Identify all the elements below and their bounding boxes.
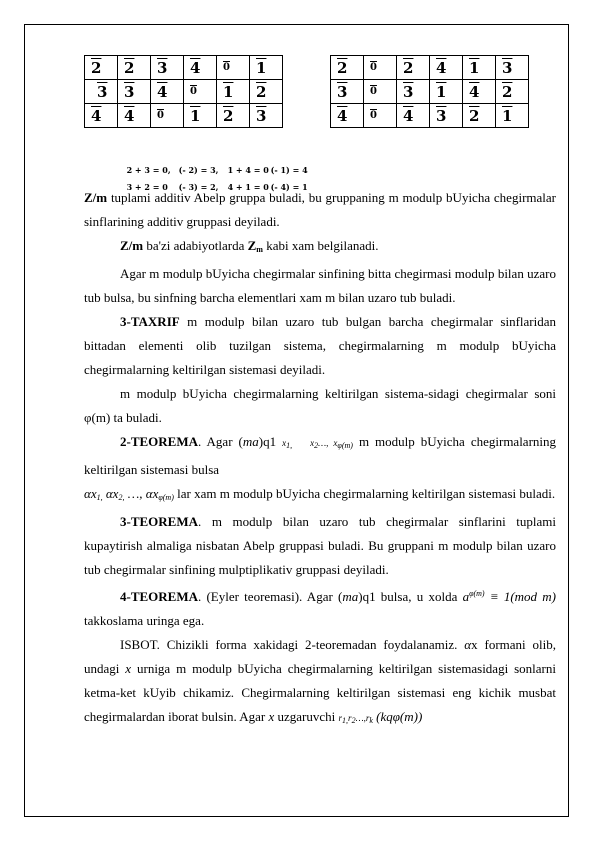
paragraph [84,186,556,234]
table-cell: 4 [430,56,463,80]
subscript: 2 [314,441,319,450]
math: r [348,713,352,723]
paragraph-text: )q1 bulsa, u xolda [358,589,463,604]
paragraph: Agar m modulp bUyicha chegirmalar sinfining bitta chegirmasi modulp bilan uzaro tub bulsa, bu sinfning barcha elementlari xam m bilan uzaro tub buladi. [84,266,556,305]
table-cell: 1 [184,104,217,128]
table-row [85,56,283,80]
table-cell: 2 [250,80,283,104]
table-cell: 1 [217,80,250,104]
equation: 1 + 4 = 0 [227,165,269,175]
math: (kqφ(m)) [372,709,423,724]
table-row [331,104,529,128]
equation: (- 3) = 2, [178,182,219,192]
table-row [331,80,529,104]
table-cell: 4 [118,104,151,128]
subscript: 2, [118,493,125,502]
math: r [338,713,343,723]
subscript: 1, [96,493,103,502]
term: Z/m [120,238,144,253]
table-cell: 2 [85,56,118,80]
table-cell: 2 [496,80,529,104]
table-row [85,104,283,128]
paragraph-text: m modulp bUyicha chegirmalarning keltirilgan sistemasi bulsa [84,434,557,477]
table-row [331,56,529,80]
paragraph [84,310,556,382]
term: Z [247,238,257,253]
theorem-label: 3-TEOREMA [120,514,198,529]
math: …, αx [124,486,159,501]
subscript: k [369,716,373,725]
subscript: 1, [342,716,349,725]
paragraph-text: tuplami additiv Abelp gruppa buladi, bu gruppaning m modulp bUyicha chegirmalar sinflarining additiv gruppasi deyiladi. [84,190,556,229]
table-row [85,80,283,104]
table-cell: 2 [463,104,496,128]
equation: (- 2) = 3, [178,165,219,175]
paragraph-text: urniga m modulp bUyicha chegirmalarning keltirilgan sistemasidagi sonlarni ketma-ket kUyib chikamiz. Chegirmalarning keltirilgan sistemasi eng kichik musbat chegirmalardan iborat bulsin. Agar [84,661,556,724]
math: …, x [318,438,338,448]
equation: (- 1) = 4 [270,165,308,175]
paragraph-text: takkoslama uringa ega. [84,613,205,628]
math: α [464,637,472,652]
table-cell: 3 [250,104,283,128]
table-cell: 1 [496,104,529,128]
paragraph-text: )q1 [258,434,283,449]
math: …,r [355,713,370,723]
math: x [125,661,132,676]
left-cayley-table [84,55,283,128]
term: Z/m [84,190,108,205]
subscript: φ(m) [158,493,174,502]
table-cell: 2 [118,56,151,80]
paragraph-text: kabi xam belgilanadi. [262,238,379,253]
math: x [282,438,287,448]
subscript: φ(m) [337,441,353,450]
table-cell: 4 [151,80,184,104]
table-cell: 4 [184,56,217,80]
right-cayley-table [330,55,529,128]
paragraph-text: . Agar ( [198,434,243,449]
paragraph-text: . m modulp bilan uzaro tub chegirmalar sinflarini tuplami kupaytirish almaliga nisbatan Abelp gruppasi buladi. Bu gruppani m modulp bilan uzaro tub chegirmalar sinfining mulptiplikativ gruppasi deyiladi. [84,514,556,577]
table-cell: 3 [85,80,118,104]
math: αx [84,486,97,501]
paragraph-text: m modulp bilan uzaro tub bulgan barcha chegirmalar sinflaridan bittadan elementi olib tuzilgan sistema, chegirmalarning m modulp bUyicha chegirmalarning keltirilgan sistemasi deyiladi. [84,314,556,377]
table-cell: 1 [463,56,496,80]
table-cell: 3 [496,56,529,80]
table-cell: 0 [184,80,217,104]
subscript: m [256,245,263,254]
paragraph-text: uzgaruvchi [274,709,339,724]
paragraph [84,234,556,262]
math: ma [242,434,259,449]
table-cell: 2 [397,56,430,80]
subscript: 2 [351,716,356,725]
math: ma [342,589,359,604]
table-cell: 1 [250,56,283,80]
definition-label: 3-TAXRIF [120,314,180,329]
paragraph [84,582,556,633]
table-cell: 2 [331,56,364,80]
math: a [462,589,470,604]
math: αx [102,486,119,501]
table-cell: 2 [217,104,250,128]
paragraph [84,510,556,582]
table-cell: 4 [397,104,430,128]
paragraph-text: lar xam m modulp bUyicha chegirmalarning keltirilgan sistemasi buladi. [173,486,556,501]
table-cell: 4 [463,80,496,104]
equation: (- 4) = 1 [270,182,308,192]
table-cell: 0 [217,56,250,80]
table-cell: 3 [430,104,463,128]
table-cell: 3 [118,80,151,104]
table-cell: 3 [331,80,364,104]
subscript: 1, [286,441,293,450]
math: x [310,438,315,448]
table-cell: 4 [331,104,364,128]
paragraph [84,633,556,733]
theorem-label: 4-TEOREMA [120,589,198,604]
paragraph [84,430,556,482]
table-cell: 0 [364,56,397,80]
theorem-label: 2-TEOREMA [120,434,198,449]
table-cell: 0 [364,104,397,128]
paragraph [84,482,556,510]
paragraph-text: ISBOT. Chizikli forma xakidagi 2-teoremadan foydalanamiz. [120,637,465,652]
equation: 2 + 3 = 0, [126,165,171,175]
equation: 3 + 2 = 0 [126,182,168,192]
paragraph-text: ba'zi adabiyotlarda [143,238,248,253]
paragraph-text: . (Eyler teoremasi). Agar ( [198,589,343,604]
superscript: φ(m) [469,589,485,598]
table-cell: 0 [151,104,184,128]
math: ≡ 1(mod m) [484,589,556,604]
table-cell: 0 [364,80,397,104]
paragraph: m modulp bUyicha chegirmalarning keltirilgan sistema-sidagi chegirmalar soni φ(m) ta buladi. [84,386,556,425]
table-cell: 1 [430,80,463,104]
equation: 4 + 1 = 0 [227,182,269,192]
math: x [268,709,275,724]
table-cell: 3 [151,56,184,80]
table-cell: 4 [85,104,118,128]
table-cell: 3 [397,80,430,104]
paragraph-text: x formani olib, undagi [84,637,556,676]
document-body [84,186,556,733]
